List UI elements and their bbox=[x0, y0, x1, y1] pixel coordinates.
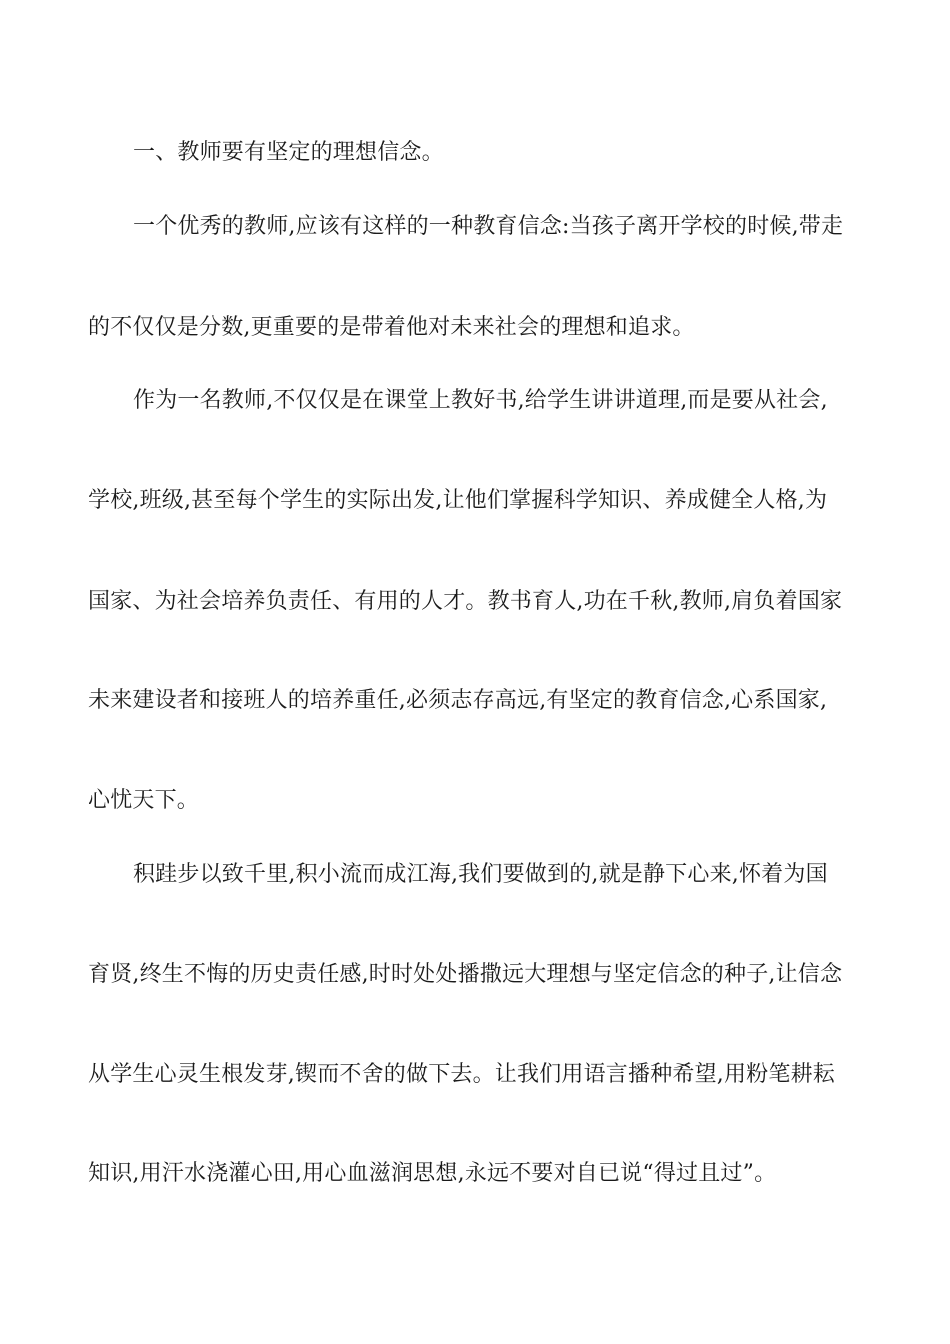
section-heading: 一、教师要有坚定的理想信念。 bbox=[133, 140, 444, 165]
paragraph-line: 知识,用汗水浇灌心田,用心血滋润思想,永远不要对自已说“得过且过”。 bbox=[88, 1161, 777, 1186]
paragraph-line: 学校,班级,甚至每个学生的实际出发,让他们掌握科学知识、养成健全人格,为 bbox=[88, 488, 828, 513]
paragraph-line: 心忧天下。 bbox=[88, 788, 200, 813]
paragraph-line: 育贤,终生不悔的历史责任感,时时处处播撒远大理想与坚定信念的种子,让信念 bbox=[88, 962, 843, 987]
paragraph-line: 积跬步以致千里,积小流而成江海,我们要做到的,就是静下心来,怀着为国 bbox=[133, 862, 828, 887]
paragraph-line: 从学生心灵生根发芽,锲而不舍的做下去。让我们用语言播种希望,用粉笔耕耘 bbox=[88, 1062, 835, 1087]
paragraph-line: 的不仅仅是分数,更重要的是带着他对未来社会的理想和追求。 bbox=[88, 315, 695, 340]
paragraph-line: 国家、为社会培养负责任、有用的人才。教书育人,功在千秋,教师,肩负着国家 bbox=[88, 589, 843, 614]
paragraph-line: 一个优秀的教师,应该有这样的一种教育信念:当孩子离开学校的时候,带走 bbox=[133, 214, 844, 239]
paragraph-line: 作为一名教师,不仅仅是在课堂上教好书,给学生讲讲道理,而是要从社会, bbox=[133, 388, 828, 413]
paragraph-line: 未来建设者和接班人的培养重任,必须志存高远,有坚定的教育信念,心系国家, bbox=[88, 688, 828, 713]
